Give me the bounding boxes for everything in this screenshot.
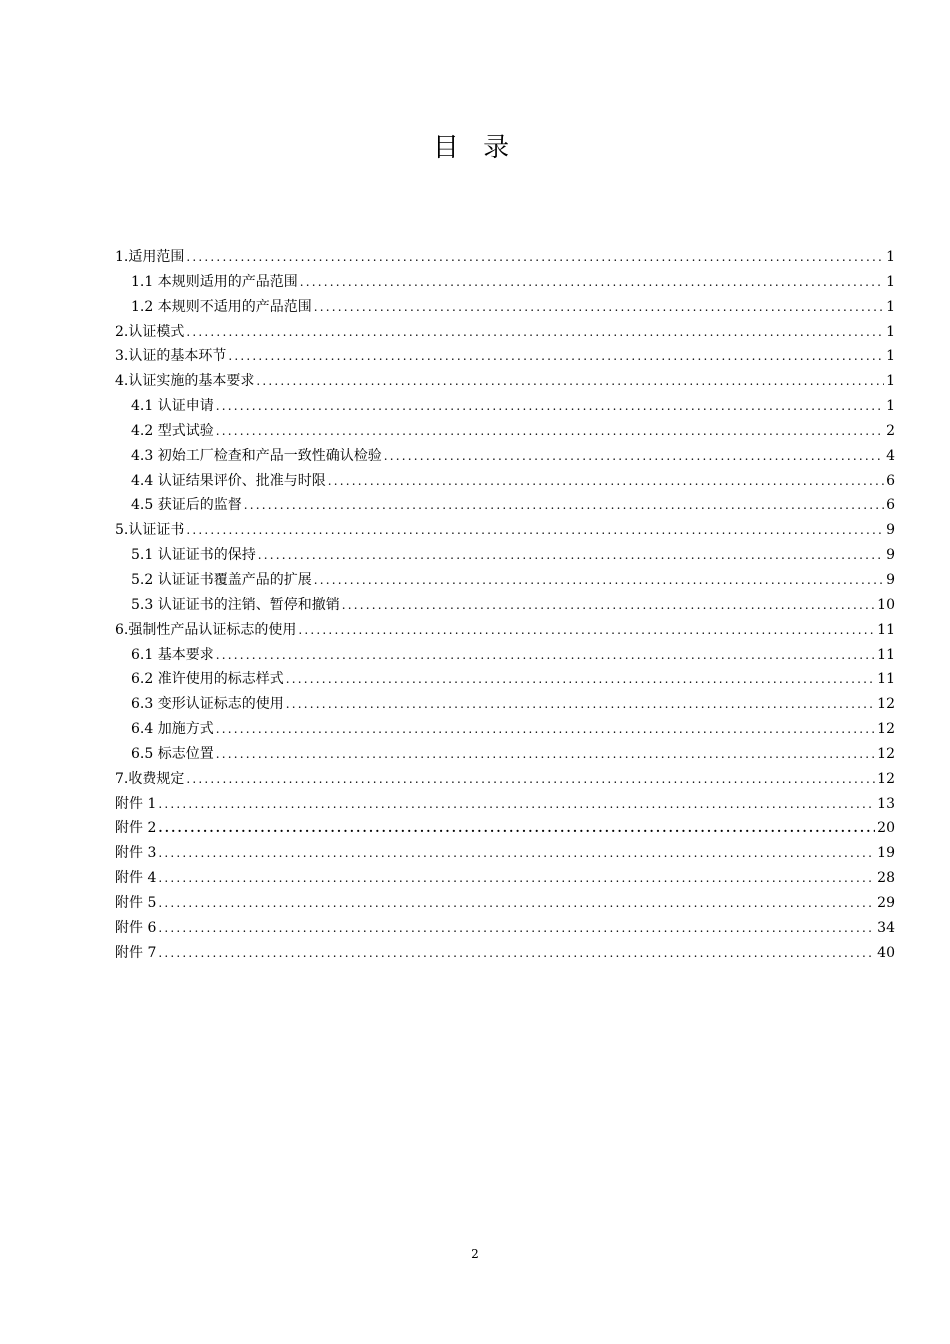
toc-entry[interactable] (115, 543, 895, 568)
toc-entry[interactable] (115, 295, 895, 320)
toc-entry-page: 1 (886, 348, 895, 365)
toc-leader-dots (298, 618, 875, 643)
toc-entry[interactable] (115, 792, 895, 817)
toc-entry-label: 4.1 认证申请 (131, 398, 214, 415)
toc-leader-dots (256, 369, 884, 394)
toc-entry-page: 1 (886, 398, 895, 415)
toc-entry-page: 19 (877, 845, 895, 862)
toc-entry[interactable] (115, 369, 895, 394)
toc-entry-page: 34 (877, 919, 895, 936)
toc-entry-page: 20 (877, 820, 895, 837)
toc-entry-page: 29 (877, 894, 895, 911)
toc-leader-dots (216, 643, 875, 668)
toc-leader-dots (258, 543, 884, 568)
toc-entry-label: 附件 3 (115, 845, 157, 862)
toc-entry[interactable] (115, 767, 895, 792)
toc-leader-dots (158, 891, 875, 916)
toc-leader-dots (158, 941, 875, 966)
toc-entry[interactable] (115, 717, 895, 742)
toc-entry-label: 附件 7 (115, 944, 157, 961)
toc-entry-label: 6.5 标志位置 (131, 745, 214, 762)
toc-entry-page: 9 (886, 547, 895, 564)
toc-entry-page: 6 (886, 472, 895, 489)
toc-entry[interactable] (115, 493, 895, 518)
toc-leader-dots (228, 344, 884, 369)
toc-entry-label: 附件 1 (115, 795, 157, 812)
toc-entry-label: 附件 5 (115, 894, 157, 911)
toc-entry-page: 40 (877, 944, 895, 961)
toc-leader-dots (158, 816, 875, 841)
toc-entry-label: 5.认证证书 (115, 522, 185, 539)
toc-entry[interactable] (115, 816, 895, 841)
toc-entry-label: 6.4 加施方式 (131, 721, 214, 738)
toc-leader-dots (158, 916, 875, 941)
toc-entry-page: 1 (886, 273, 895, 290)
table-of-contents (115, 245, 895, 965)
toc-entry[interactable] (115, 419, 895, 444)
toc-entry-label: 4.5 获证后的监督 (131, 497, 242, 514)
toc-entry-label: 1.2 本规则不适用的产品范围 (131, 298, 312, 315)
toc-entry[interactable] (115, 518, 895, 543)
toc-entry-label: 2.认证模式 (115, 323, 185, 340)
page-number: 2 (471, 1247, 479, 1261)
toc-entry[interactable] (115, 444, 895, 469)
toc-entry-page: 10 (877, 596, 895, 613)
toc-leader-dots (342, 593, 875, 618)
toc-leader-dots (186, 320, 884, 345)
toc-entry[interactable] (115, 643, 895, 668)
toc-leader-dots (286, 667, 875, 692)
toc-entry-page: 11 (877, 621, 895, 638)
toc-entry-page: 12 (877, 770, 895, 787)
toc-entry-page: 13 (877, 795, 895, 812)
toc-entry[interactable] (115, 568, 895, 593)
toc-entry-label: 6.1 基本要求 (131, 646, 214, 663)
page-title: 目 录 (432, 133, 518, 163)
toc-leader-dots (216, 717, 875, 742)
toc-entry[interactable] (115, 667, 895, 692)
toc-leader-dots (158, 866, 875, 891)
toc-entry-page: 2 (886, 422, 895, 439)
toc-entry[interactable] (115, 344, 895, 369)
toc-leader-dots (158, 841, 875, 866)
toc-entry-page: 1 (886, 323, 895, 340)
toc-entry[interactable] (115, 692, 895, 717)
toc-entry-page: 11 (877, 646, 895, 663)
toc-leader-dots (216, 394, 884, 419)
toc-entry-label: 1.1 本规则适用的产品范围 (131, 273, 298, 290)
toc-entry-label: 4.3 初始工厂检查和产品一致性确认检验 (131, 447, 382, 464)
toc-entry-label: 5.1 认证证书的保持 (131, 547, 256, 564)
toc-entry-page: 11 (877, 671, 895, 688)
toc-entry[interactable] (115, 320, 895, 345)
toc-entry-label: 附件 4 (115, 870, 157, 887)
toc-entry-page: 6 (886, 497, 895, 514)
toc-leader-dots (314, 295, 884, 320)
toc-leader-dots (244, 493, 884, 518)
toc-leader-dots (384, 444, 884, 469)
toc-entry-page: 1 (886, 373, 895, 390)
toc-entry-label: 3.认证的基本环节 (115, 348, 227, 365)
toc-leader-dots (216, 742, 875, 767)
toc-leader-dots (216, 419, 884, 444)
toc-leader-dots (158, 792, 875, 817)
toc-entry-label: 4.2 型式试验 (131, 422, 214, 439)
toc-leader-dots (286, 692, 875, 717)
toc-entry-label: 4.认证实施的基本要求 (115, 373, 255, 390)
toc-entry-label: 附件 6 (115, 919, 157, 936)
toc-entry-label: 5.3 认证证书的注销、暂停和撤销 (131, 596, 340, 613)
toc-leader-dots (186, 245, 884, 270)
toc-entry-page: 1 (886, 249, 895, 265)
toc-entry-label: 附件 2 (115, 820, 157, 837)
toc-entry[interactable] (115, 270, 895, 295)
toc-entry[interactable] (115, 593, 895, 618)
toc-entry[interactable] (115, 841, 895, 866)
toc-entry[interactable] (115, 394, 895, 419)
toc-leader-dots (186, 518, 884, 543)
toc-entry[interactable] (115, 742, 895, 767)
toc-entry[interactable] (115, 916, 895, 941)
toc-entry-page: 9 (886, 522, 895, 539)
toc-entry-label: 6.强制性产品认证标志的使用 (115, 621, 297, 638)
toc-entry-page: 1 (886, 298, 895, 315)
toc-entry-page: 12 (877, 696, 895, 713)
toc-entry-label: 4.4 认证结果评价、批准与时限 (131, 472, 326, 489)
toc-entry[interactable] (115, 469, 895, 494)
toc-entry-page: 4 (886, 447, 895, 464)
toc-entry[interactable] (115, 891, 895, 916)
toc-leader-dots (314, 568, 884, 593)
toc-entry-page: 12 (877, 745, 895, 762)
toc-leader-dots (186, 767, 875, 792)
toc-entry-label: 7.收费规定 (115, 770, 185, 787)
toc-entry-label: 1.适用范围 (115, 249, 185, 265)
toc-entry[interactable] (115, 941, 895, 966)
toc-entry[interactable] (115, 866, 895, 891)
toc-leader-dots (328, 469, 884, 494)
toc-entry-page: 28 (877, 870, 895, 887)
toc-entry-page: 12 (877, 721, 895, 738)
toc-entry-label: 6.3 变形认证标志的使用 (131, 696, 284, 713)
toc-entry[interactable] (115, 618, 895, 643)
toc-leader-dots (300, 270, 884, 295)
toc-entry-page: 9 (886, 571, 895, 588)
toc-entry-label: 6.2 准许使用的标志样式 (131, 671, 284, 688)
toc-entry-label: 5.2 认证证书覆盖产品的扩展 (131, 571, 312, 588)
toc-entry[interactable] (115, 245, 895, 270)
